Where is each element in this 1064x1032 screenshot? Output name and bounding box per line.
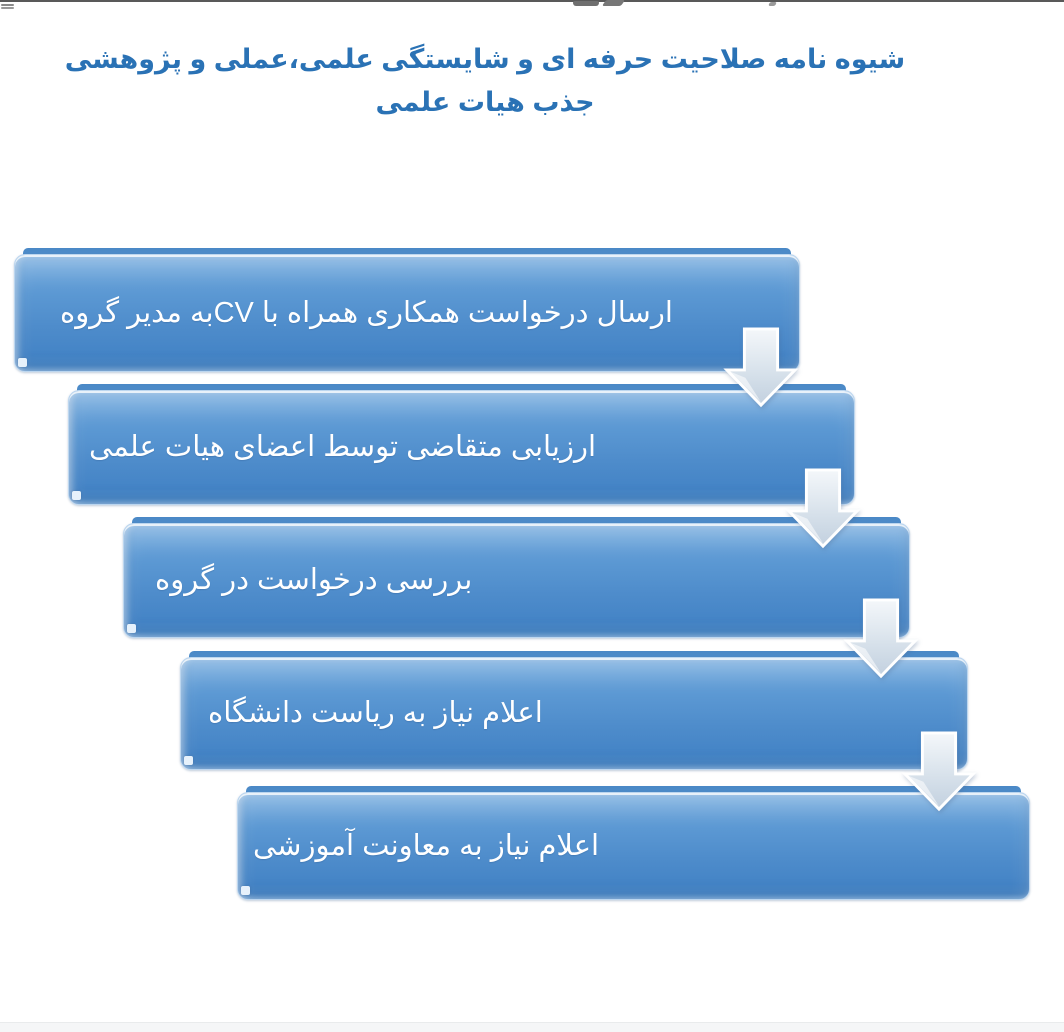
step-box-corner-notch	[184, 756, 193, 765]
step-label: بررسی درخواست در گروه	[155, 564, 473, 597]
cutoff-fragment	[768, 2, 777, 6]
step-label: ارزیابی متقاضی توسط اعضای هیات علمی	[89, 431, 597, 464]
down-arrow-icon	[784, 468, 862, 550]
step-label: ارسال درخواست همکاری همراه با CVبه مدیر گروه	[60, 296, 673, 329]
down-arrow-icon	[722, 327, 800, 409]
page-top-edge-line	[0, 0, 1064, 2]
step-box-corner-notch	[127, 624, 136, 633]
step-box-corner-notch	[72, 491, 81, 500]
cutoff-fragment	[1, 4, 14, 6]
down-arrow-icon	[842, 598, 920, 680]
cutoff-fragment	[573, 1, 599, 6]
step-box-1	[14, 248, 800, 372]
step-label: اعلام نیاز به معاونت آموزشی	[253, 829, 600, 862]
step-box-corner-notch	[18, 358, 27, 367]
cutoff-fragment	[1, 7, 14, 9]
page-title: شیوه نامه صلاحیت حرفه ای و شایستگی علمی،عملی و پژوهشی جذب هیات علمی	[64, 44, 906, 118]
step-box-corner-notch	[241, 886, 250, 895]
step-label: اعلام نیاز به ریاست دانشگاه	[208, 697, 543, 730]
down-arrow-icon	[900, 731, 978, 813]
step-box-body	[14, 254, 800, 372]
cutoff-fragment	[602, 0, 625, 6]
